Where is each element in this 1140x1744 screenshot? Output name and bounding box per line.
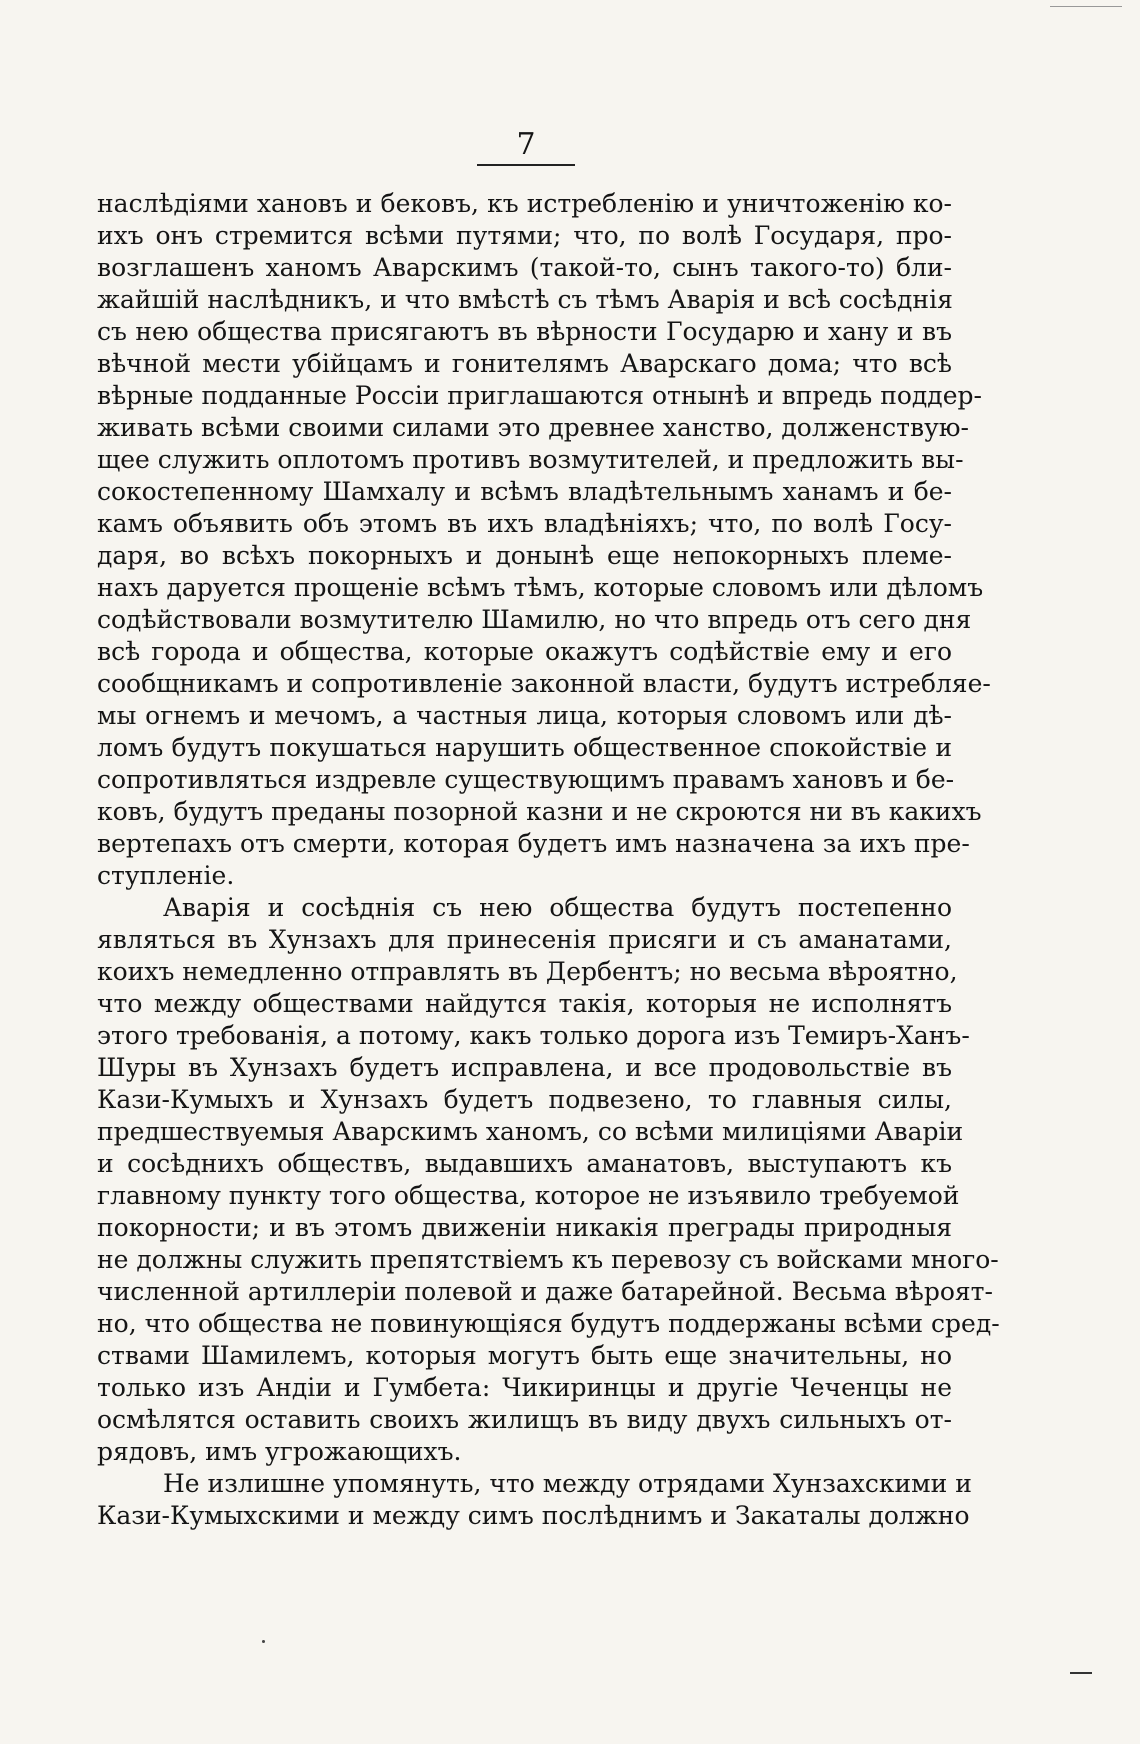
text-line: главному пункту того общества, которое не изъявило требуемой (97, 1181, 960, 1210)
paragraph-1 (97, 188, 991, 892)
text-line: всѣ города и общества, которые окажутъ содѣйствіе ему и его (97, 637, 952, 666)
text-line: жайшій наслѣдникъ, и что вмѣстѣ съ тѣмъ Аварія и всѣ сосѣднія (97, 285, 953, 314)
body-text (97, 188, 1000, 1532)
page-number: 7 (516, 127, 536, 162)
text-line: живать всѣми своими силами это древнее ханство, долженствую- (97, 413, 970, 442)
text-line: численной артиллеріи полевой и даже батарейной. Весьма вѣроят- (97, 1277, 993, 1306)
text-line: сообщникамъ и сопротивленіе законной власти, будутъ истребляе- (97, 669, 991, 698)
text-line: вертепахъ отъ смерти, которая будетъ имъ назначена за ихъ пре- (97, 829, 970, 858)
text-line: Шуры въ Хунзахъ будетъ исправлена, и все продовольствіе въ (97, 1053, 952, 1082)
text-line: вѣчной мести убійцамъ и гонителямъ Аварскаго дома; что всѣ (97, 349, 952, 378)
scan-edge-mark (1050, 6, 1122, 7)
text-line: ступленіе. (97, 861, 235, 890)
text-line: что между обществами найдутся такія, которыя не исполнятъ (97, 989, 952, 1018)
text-line: рядовъ, имъ угрожающихъ. (97, 1437, 462, 1466)
text-line: Не излишне упомянуть, что между отрядами Хунзахскими и (163, 1469, 972, 1498)
page-number-block (476, 127, 576, 166)
text-line: только изъ Андіи и Гумбета: Чикиринцы и другіе Чеченцы не (97, 1373, 952, 1402)
text-line: вѣрные подданные Россіи приглашаются отнынѣ и впредь поддер- (97, 381, 982, 410)
text-line: Аварія и сосѣднія съ нею общества будутъ постепенно (163, 893, 952, 922)
text-line: ковъ, будутъ преданы позорной казни и не скроются ни въ какихъ (97, 797, 982, 826)
text-line: ствами Шамилемъ, которыя могутъ быть еще значительны, но (97, 1341, 952, 1370)
text-line: нахъ даруется прощеніе всѣмъ тѣмъ, которые словомъ или дѣломъ (97, 573, 984, 602)
scan-edge-mark (1070, 1672, 1092, 1674)
page-number-rule (477, 164, 575, 166)
text-line: щее служить оплотомъ противъ возмутителей, и предложить вы- (97, 445, 964, 474)
text-line: Кази-Кумыхъ и Хунзахъ будетъ подвезено, то главныя силы, (97, 1085, 952, 1114)
text-line: ихъ онъ стремится всѣми путями; что, по волѣ Государя, про- (97, 221, 952, 250)
scan-speck (262, 1640, 265, 1643)
text-line: но, что общества не повинующіяся будутъ поддержаны всѣми сред- (97, 1309, 1000, 1338)
paragraph-2 (97, 892, 1000, 1468)
text-line: съ нею общества присягаютъ въ вѣрности Государю и хану и въ (97, 317, 952, 346)
text-line: возглашенъ ханомъ Аварскимъ (такой-то, сынъ такого-то) бли- (97, 253, 952, 282)
text-line: предшествуемыя Аварскимъ ханомъ, со всѣми милиціями Аваріи (97, 1117, 964, 1146)
text-line: мы огнемъ и мечомъ, а частныя лица, которыя словомъ или дѣ- (97, 701, 952, 730)
text-line: содѣйствовали возмутителю Шамилю, но что впредь отъ сего дня (97, 605, 972, 634)
text-line: Кази-Кумыхскими и между симъ послѣднимъ и Закаталы должно (97, 1501, 970, 1530)
text-line: и сосѣднихъ обществъ, выдавшихъ аманатовъ, выступаютъ къ (97, 1149, 952, 1178)
text-line: покорности; и въ этомъ движеніи никакія преграды природныя (97, 1213, 952, 1242)
text-line: наслѣдіями хановъ и бековъ, къ истребленію и уничтоженію ко- (97, 189, 952, 218)
text-line: являться въ Хунзахъ для принесенія присяги и съ аманатами, (97, 925, 952, 954)
text-line: сопротивляться издревле существующимъ правамъ хановъ и бе- (97, 765, 955, 794)
text-line: осмѣлятся оставить своихъ жилищъ въ виду двухъ сильныхъ от- (97, 1405, 952, 1434)
paragraph-3 (97, 1468, 972, 1532)
text-line: коихъ немедленно отправлять въ Дербентъ; но весьма вѣроятно, (97, 957, 958, 986)
text-line: камъ объявить объ этомъ въ ихъ владѣніяхъ; что, по волѣ Госу- (97, 509, 952, 538)
text-line: не должны служить препятствіемъ къ перевозу съ войсками много- (97, 1245, 999, 1274)
text-line: даря, во всѣхъ покорныхъ и донынѣ еще непокорныхъ племе- (97, 541, 952, 570)
text-line: этого требованія, а потому, какъ только дорога изъ Темиръ-Ханъ- (97, 1021, 970, 1050)
text-line: ломъ будутъ покушаться нарушить общественное спокойствіе и (97, 733, 952, 762)
text-line: сокостепенному Шамхалу и всѣмъ владѣтельнымъ ханамъ и бе- (97, 477, 952, 506)
